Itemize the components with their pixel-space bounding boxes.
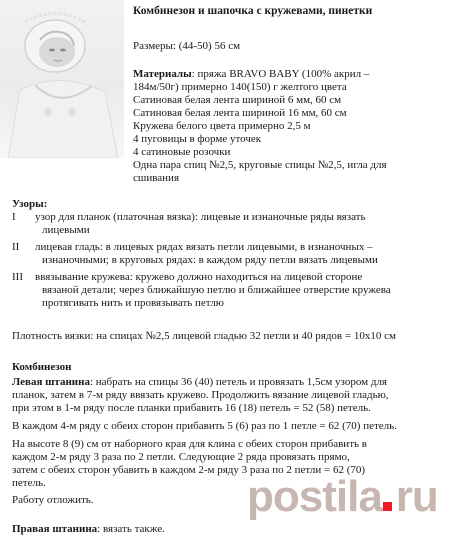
left-leg-line-7: петель. [12, 477, 46, 489]
pattern-1-line-1: лицевыми [42, 224, 90, 236]
right-leg-line: Правая штанина: вязать также. [12, 523, 165, 535]
left-leg-line-4: На высоте 8 (9) см от наборного края для клина с обеих сторон прибавить в [12, 438, 367, 450]
right-leg-label: Правая штанина [12, 523, 98, 535]
materials-line-7: Одна пара спиц №2,5, круговые спицы №2,5, игла для [133, 159, 387, 171]
materials-line-4: Кружева белого цвета примерно 2,5 м [133, 120, 311, 132]
pattern-2-line-1: изнаночными; в круговых рядах: в каждом ряду петли вязать лицевыми [42, 254, 378, 266]
left-leg-line-1: планок, затем в 7-м ряду ввязать кружево. Продолжить вязание лицевой гладью, [12, 389, 389, 401]
left-leg-line-2: при этом в 1-м ряду после планки прибавить 16 (18) петель = 52 (58) петель. [12, 402, 371, 414]
pattern-3-line-1: вязаной детали; через ближайшую петлю и ближайшее отверстие кружева [42, 284, 391, 296]
materials-line-2: Сатиновая белая лента шириной 6 мм, 60 см [133, 94, 342, 106]
postila-watermark [247, 471, 457, 531]
materials-line-1: 184м/50г) примерно 140(150) г желтого цвета [133, 81, 347, 93]
left-leg-line-8: Работу отложить. [12, 494, 94, 506]
materials-line-5: 4 пуговицы в форме уточек [133, 133, 262, 145]
pattern-2-line-0: лицевая гладь: в лицевых рядах вязать петли лицевыми, в изнаночных – [35, 241, 373, 253]
left-leg-line-6: затем с обеих сторон убавить в каждом 2-м ряду 3 раза по 2 петли = 62 (70) [12, 464, 366, 476]
pattern-1-line-0: узор для планок (платочная вязка): лицевые и изнаночные ряды вязать [35, 211, 366, 223]
density-line: Плотность вязки: на спицах №2,5 лицевой гладью 32 петли и 40 рядов = 10х10 см [12, 330, 396, 342]
materials-line-0: Материалы: пряжа BRAVO BABY (100% акрил – [133, 68, 370, 80]
materials-line-6: 4 сатиновые розочки [133, 146, 231, 158]
pattern-3-number: III [12, 271, 23, 283]
overall-section-title: Комбинезон [12, 361, 72, 373]
sizes-line: Размеры: (44-50) 56 см [133, 40, 241, 52]
pattern-1-number: I [12, 211, 16, 223]
left-leg-line-3: В каждом 4-м ряду с обеих сторон прибавить 5 (6) раз по 1 петле = 62 (70) петель. [12, 420, 397, 432]
materials-line-8: сшивания [133, 172, 180, 184]
left-leg-line-5: каждом 2-м ряду 3 раза по 2 петли. Следующие 2 ряда провязать прямо, [12, 451, 350, 463]
baby-illustration [0, 0, 124, 158]
left-leg-label: Левая штанина [12, 376, 90, 388]
pattern-3-line-2: протягивать нить и провязывать петлю [42, 297, 225, 309]
document-title: Комбинезон и шапочка с кружевами, пинетки [133, 5, 373, 17]
watermark-red-dot [383, 502, 392, 511]
patterns-title: Узоры: [12, 198, 48, 210]
watermark-text: postila ru [247, 472, 438, 521]
left-leg-line-0: Левая штанина: набрать на спицы 36 (40) петель и провязать 1,5см узором для [12, 376, 387, 388]
materials-line-3: Сатиновая белая лента шириной 16 мм, 60 см [133, 107, 347, 119]
materials-label: Материалы [133, 68, 192, 80]
pattern-2-number: II [12, 241, 20, 253]
baby-photo [0, 0, 124, 158]
pattern-3-line-0: ввязывание кружева: кружево должно находиться на лицевой стороне [35, 271, 363, 283]
